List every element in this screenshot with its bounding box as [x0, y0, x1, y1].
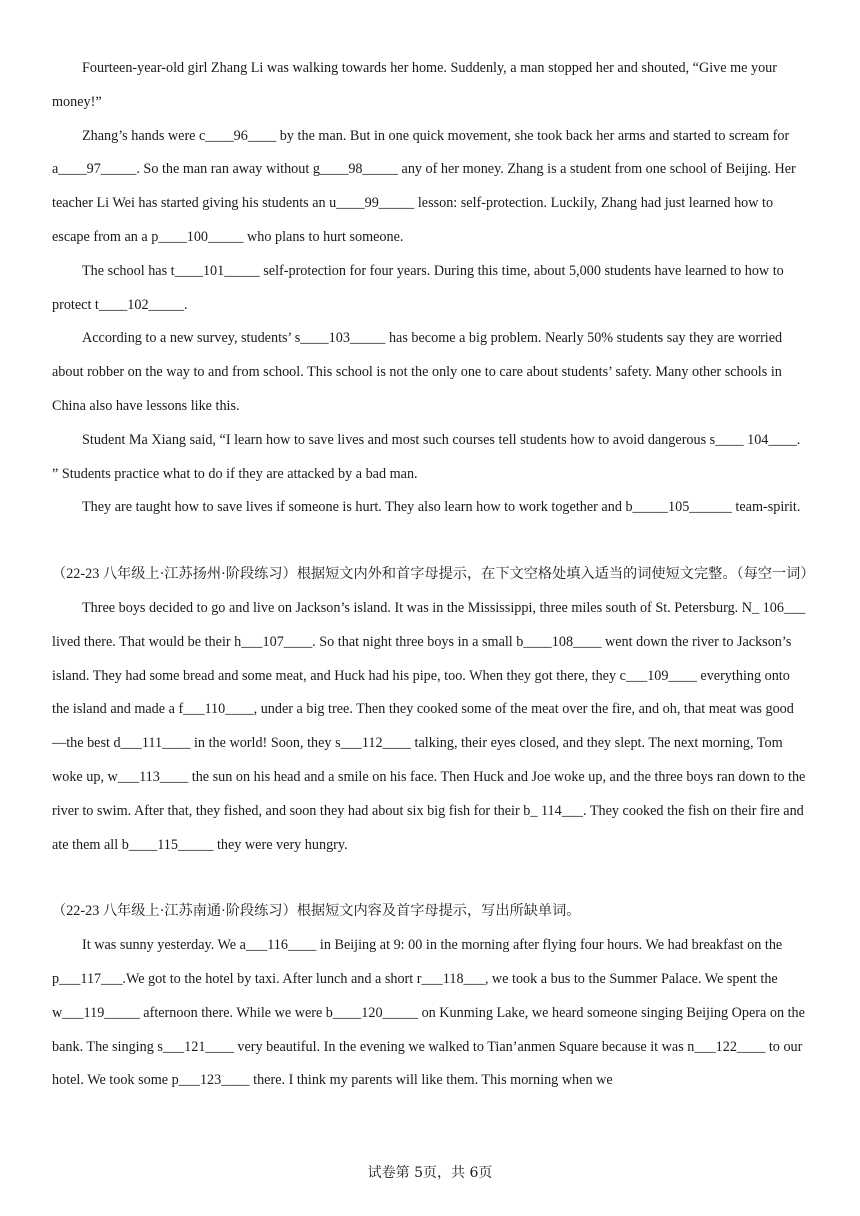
paragraph: Fourteen-year-old girl Zhang Li was walking towards her home. Suddenly, a man stopped her and shouted, “Give me your money!” — [52, 60, 777, 110]
paragraph: Zhang’s hands were c____96____ by the man. But in one quick movement, she took back her arms and started to scream for a____97_____. So the man ran away without g____98_____ any of her money. Zhang is a student from one school of Beijing. Her teacher Li Wei has started giving his students an u____99_____ lesson: self-protection. Luckily, Zhang had just learned how to escape from an a p____100_____ who plans to hurt someone. — [52, 127, 796, 245]
paragraph: It was sunny yesterday. We a___116____ in Beijing at 9: 00 in the morning after flying four hours. We had breakfast on the p___117___.We got to the hotel by taxi. After lunch and a short r___118___, we took a bus to the Summer Palace. We spent the w___119_____ afternoon there. While we were b____120_____ on Kunming Lake, we heard someone singing Beijing Opera on the bank. The singing s___121____ very beautiful. In the evening we walked to Tian’anmen Square because it was n___122____ to our hotel. We took some p___123____ there. I think my parents will like them. This morning when we — [52, 937, 805, 1089]
section-header: （22-23 八年级上·江苏扬州·阶段练习）根据短文内外和首字母提示，在下文空格处填入适当的词使短文完整。（每空一词） — [52, 566, 815, 583]
paragraph: Three boys decided to go and live on Jackson’s island. It was in the Mississippi, three miles south of St. Petersburg. N_ 106___ lived there. That would be their h___107____. So that night three boys in a small b____108____ went down the river to Jackson’s island. They had some bread and some meat, and Huck had his pipe, too. When they got there, they c___109____ everything onto the island and made a f___110____, under a big tree. Then they cooked some of the meat over the fire, and oh, that meat was good—the best d___111____ in the world! Soon, they s___112____ talking, their eyes closed, and they slept. The next morning, Tom woke up, w___113____ the sun on his head and a smile on his face. Then Huck and Joe woke up, and the three boys ran down to the river to swim. After that, they fished, and soon they had about six big fish for their b_ 114___. They cooked the fish on their fire and ate them all b____115_____ they were very hungry. — [52, 599, 806, 853]
page-footer: 试卷第 5页，共 6页 — [367, 1165, 493, 1181]
paragraph: According to a new survey, students’ s____103_____ has become a big problem. Nearly 50% students say they are worried about robber on the way to and from school. This school is not the only one to care about students’ safety. Many other schools in China also have lessons like this. — [52, 330, 783, 414]
paragraph: The school has t____101_____ self-protection for four years. During this time, about 5,000 students have learned to how to protect t____102_____. — [52, 262, 784, 313]
document-page — [52, 52, 815, 1098]
section-header: （22-23 八年级上·江苏南通·阶段练习）根据短文内容及首字母提示，写出所缺单词。 — [52, 903, 581, 920]
paragraph: They are taught how to save lives if someone is hurt. They also learn how to work together and b_____105______ team-spirit. — [82, 499, 801, 516]
paragraph: Student Ma Xiang said, “I learn how to save lives and most such courses tell students how to avoid dangerous s____ 104____. ” Students practice what to do if they are attacked by a bad man. — [52, 431, 801, 482]
